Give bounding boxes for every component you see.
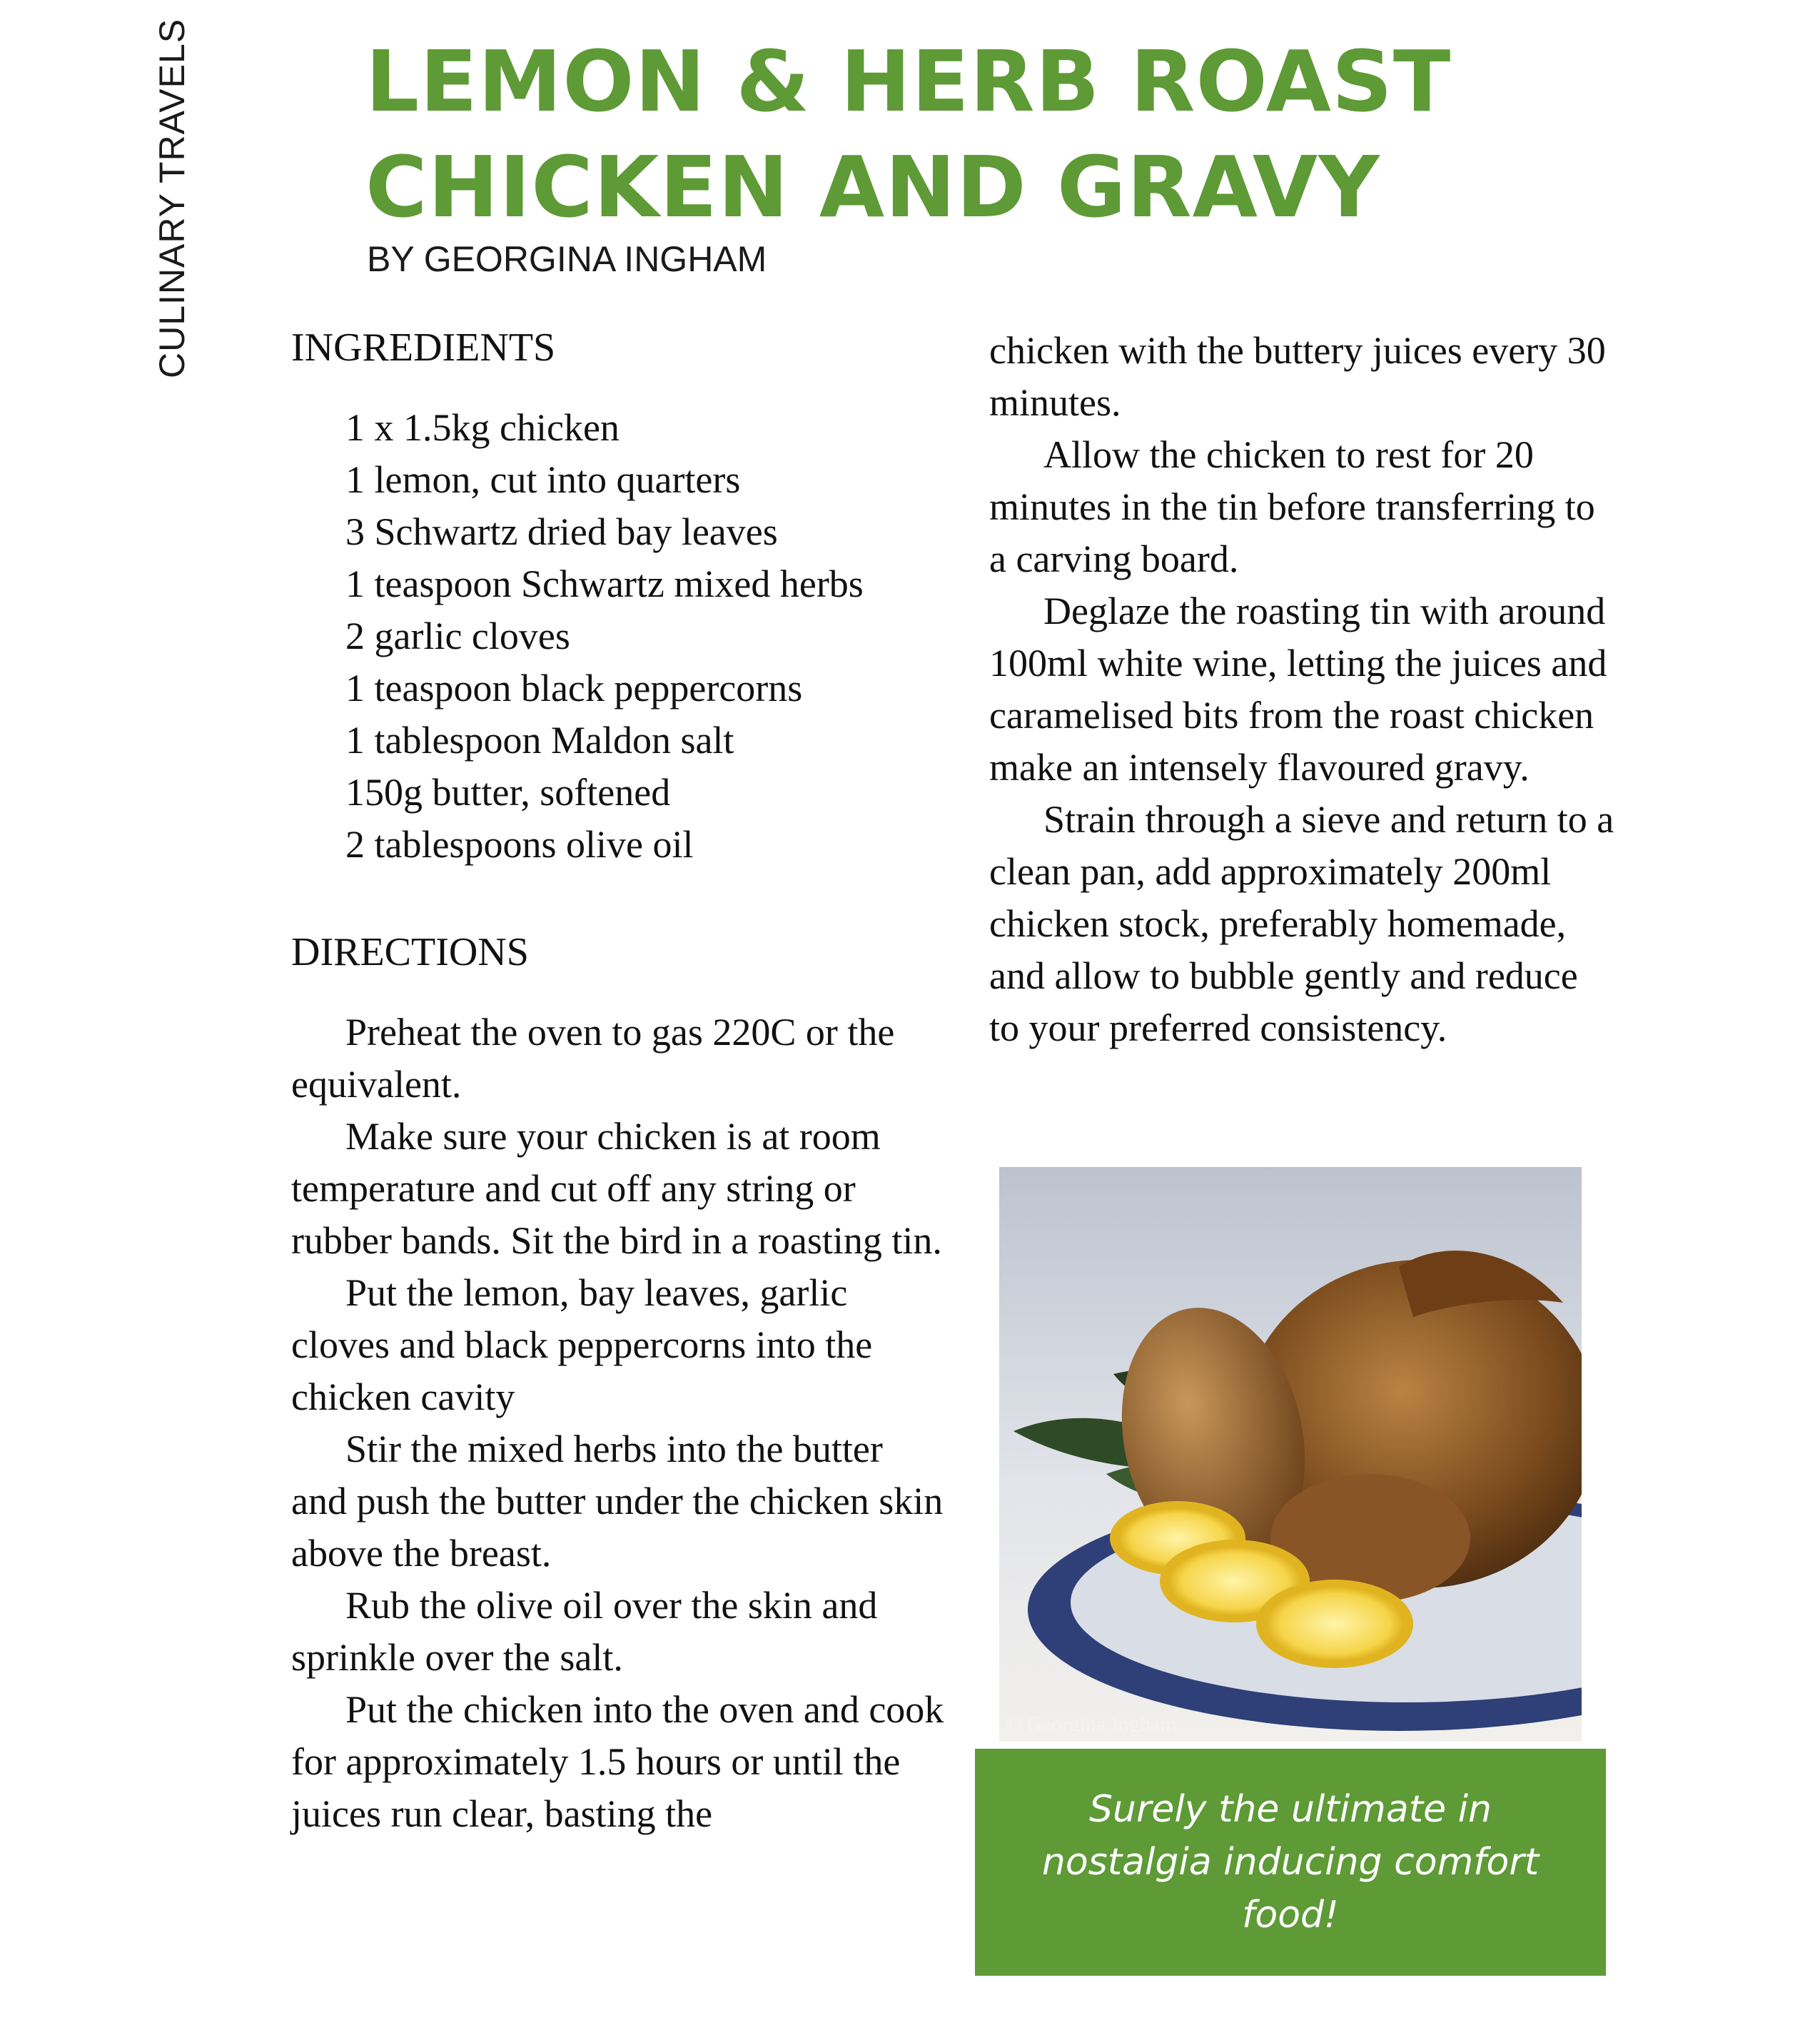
roast-chicken-photo <box>999 1167 1582 1742</box>
direction-paragraph: Stir the mixed herbs into the butter and push the butter under the chicken skin above the breast. <box>291 1428 944 1575</box>
byline: BY GEORGINA INGHAM <box>367 239 767 279</box>
quote-box <box>975 1749 1606 1976</box>
recipe-title <box>365 29 1722 240</box>
photo-watermark: © Georgina Ingham <box>1005 1712 1177 1736</box>
lemon-slice-inner <box>1266 1587 1403 1661</box>
direction-continuation: chicken with the buttery juices every 30 minutes. <box>989 329 1606 424</box>
direction-paragraph: Preheat the oven to gas 220C or the equivalent. <box>291 1011 895 1106</box>
direction-paragraph: Allow the chicken to rest for 20 minutes in the tin before transferring to a carving board. <box>989 433 1595 580</box>
ingredients-heading: INGREDIENTS <box>291 325 556 370</box>
ingredient-item: 2 garlic cloves <box>345 615 570 657</box>
ingredient-item: 3 Schwartz dried bay leaves <box>345 510 778 553</box>
direction-paragraph: Deglaze the roasting tin with around 100ml white wine, letting the juices and caramelised bits from the roast chicken make an intensely flavoured gravy. <box>989 590 1607 789</box>
right-column <box>989 325 1617 1054</box>
section-label: CULINARY TRAVELS <box>152 18 192 378</box>
direction-paragraph: Rub the olive oil over the skin and sprinkle over the salt. <box>291 1584 878 1679</box>
ingredient-item: 1 tablespoon Maldon salt <box>345 719 734 762</box>
pull-quote: Surely the ultimate in nostalgia inducing comfort food! <box>1041 1788 1540 1936</box>
direction-paragraph: Make sure your chicken is at room temperature and cut off any string or rubber bands. Sit the bird in a roasting tin. <box>291 1115 942 1262</box>
ingredient-item: 1 teaspoon black peppercorns <box>345 667 803 709</box>
direction-paragraph: Put the chicken into the oven and cook for approximately 1.5 hours or until the juices run clear, basting the <box>291 1688 944 1835</box>
left-column <box>291 325 948 1840</box>
recipe-title-line-2: CHICKEN AND GRAVY <box>365 138 1380 236</box>
ingredient-item: 1 teaspoon Schwartz mixed herbs <box>345 562 864 605</box>
directions-heading: DIRECTIONS <box>291 930 529 974</box>
recipe-title-line-1: LEMON & HERB ROAST <box>365 32 1452 131</box>
direction-paragraph: Put the lemon, bay leaves, garlic cloves and black peppercorns into the chicken cavity <box>291 1271 873 1418</box>
ingredients-list <box>291 402 948 871</box>
ingredient-item: 1 lemon, cut into quarters <box>345 458 741 501</box>
ingredient-item: 1 x 1.5kg chicken <box>345 406 620 449</box>
ingredient-item: 2 tablespoons olive oil <box>345 823 694 866</box>
ingredient-item: 150g butter, softened <box>345 771 671 814</box>
direction-paragraph: Strain through a sieve and return to a clean pan, add approximately 200ml chicken stock, preferably homemade, and allow to bubble gently and reduce to your preferred consistency. <box>989 798 1614 1049</box>
